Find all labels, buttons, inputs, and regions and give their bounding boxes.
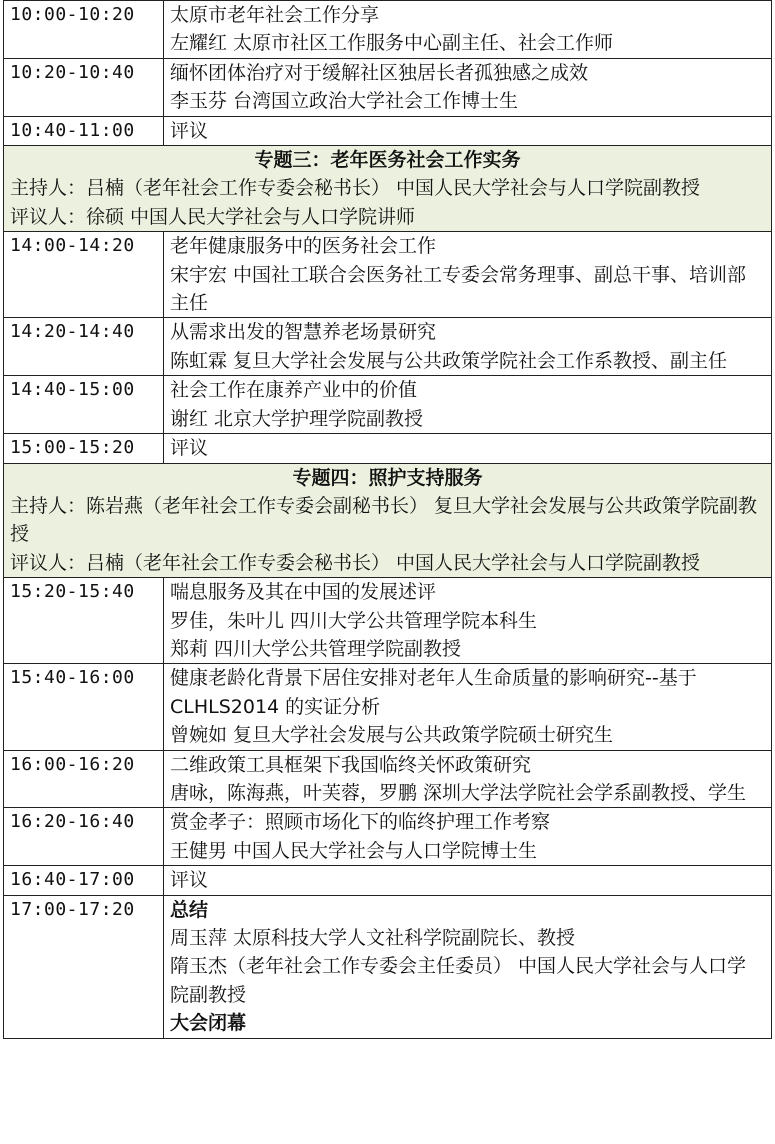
- section4-header: [4, 463, 772, 578]
- speaker-line: 左耀红 太原市社区工作服务中心副主任、社会工作师: [170, 32, 614, 55]
- section-title: 专题三：老年医务社会工作实务: [254, 149, 521, 172]
- time-slot: 15:00-15:20: [4, 434, 164, 463]
- schedule-row: [4, 434, 772, 463]
- section4-header-row: [4, 463, 772, 578]
- closing-label: 大会闭幕: [170, 1012, 247, 1035]
- speaker-line: 宋宇宏 中国社工联合会医务社工专委会常务理事、副总干事、培训部主任: [170, 263, 747, 315]
- section3-header: [4, 146, 772, 232]
- talk-title: 评议: [170, 119, 209, 142]
- schedule-row: [4, 116, 772, 145]
- talk-title: 健康老龄化背景下居住安排对老年人生命质量的影响研究--基于 CLHLS2014 的实证分析: [170, 667, 697, 718]
- time-slot: 15:20-15:40: [4, 578, 164, 664]
- section3-header-row: [4, 146, 772, 232]
- schedule-row: [4, 664, 772, 750]
- session-content: [164, 578, 772, 664]
- host-line: 主持人：吕楠（老年社会工作专委会秘书长） 中国人民大学社会与人口学院副教授: [10, 177, 701, 200]
- talk-title: 从需求出发的智慧养老场景研究: [170, 321, 437, 344]
- section-title: 专题四：照护支持服务: [292, 466, 483, 489]
- session-content: [164, 232, 772, 318]
- talk-title: 太原市老年社会工作分享: [170, 4, 380, 26]
- session-content: [164, 750, 772, 808]
- session-content: [164, 318, 772, 376]
- session-content: [164, 808, 772, 866]
- speaker-line: 隋玉杰（老年社会工作专委会主任委员） 中国人民大学社会与人口学院副教授: [170, 955, 747, 1006]
- host-line: 主持人：陈岩燕（老年社会工作专委会副秘书长） 复旦大学社会发展与公共政策学院副教授: [10, 494, 758, 546]
- closing-row: [4, 895, 772, 1038]
- session-content: [164, 434, 772, 463]
- speaker-line: 谢红 北京大学护理学院副教授: [170, 407, 424, 430]
- speaker-line: 罗佳，朱叶儿 四川大学公共管理学院本科生: [170, 609, 538, 632]
- schedule-row: [4, 578, 772, 664]
- time-slot: 14:40-15:00: [4, 376, 164, 434]
- time-slot: 14:20-14:40: [4, 318, 164, 376]
- speaker-line: 王健男 中国人民大学社会与人口学院博士生: [170, 839, 538, 862]
- talk-title: 缅怀团体治疗对于缓解社区独居长者孤独感之成效: [170, 61, 589, 84]
- time-slot: 10:00-10:20: [4, 1, 164, 59]
- speaker-line: 李玉芬 台湾国立政治大学社会工作博士生: [170, 90, 519, 113]
- speaker-line: 郑莉 四川大学公共管理学院副教授: [170, 637, 462, 660]
- session-content: [164, 664, 772, 750]
- reviewer-line: 评议人：吕楠（老年社会工作专委会秘书长） 中国人民大学社会与人口学院副教授: [10, 551, 701, 574]
- talk-title: 评议: [170, 437, 209, 460]
- talk-title: 社会工作在康养产业中的价值: [170, 379, 418, 402]
- session-content: [164, 1, 772, 59]
- schedule-row: [4, 58, 772, 116]
- speaker-line: 唐咏，陈海燕，叶芙蓉，罗鹏 深圳大学法学院社会学系副教授、学生: [170, 781, 747, 804]
- schedule-row: [4, 232, 772, 318]
- session-content: [164, 116, 772, 145]
- time-slot: 17:00-17:20: [4, 895, 164, 1038]
- schedule-row: [4, 318, 772, 376]
- schedule-row: [4, 1, 772, 59]
- talk-title: 二维政策工具框架下我国临终关怀政策研究: [170, 753, 532, 776]
- time-slot: 16:20-16:40: [4, 808, 164, 866]
- talk-title: 赏金孝子：照顾市场化下的临终护理工作考察: [170, 811, 551, 834]
- schedule-row: [4, 376, 772, 434]
- speaker-line: 陈虹霖 复旦大学社会发展与公共政策学院社会工作系教授、副主任: [170, 349, 728, 372]
- speaker-line: 曾婉如 复旦大学社会发展与公共政策学院硕士研究生: [170, 724, 614, 747]
- time-slot: 10:40-11:00: [4, 116, 164, 145]
- time-slot: 16:40-17:00: [4, 866, 164, 895]
- talk-title: 评议: [170, 869, 209, 892]
- time-slot: 15:40-16:00: [4, 664, 164, 750]
- talk-title: 喘息服务及其在中国的发展述评: [170, 581, 437, 604]
- session-content: [164, 58, 772, 116]
- schedule-row: [4, 866, 772, 895]
- session-content: [164, 376, 772, 434]
- session-content: [164, 866, 772, 895]
- schedule-row: [4, 808, 772, 866]
- schedule-body: [4, 1, 772, 1039]
- schedule-table: [3, 0, 772, 1039]
- schedule-row: [4, 750, 772, 808]
- speaker-line: 周玉萍 太原科技大学人文社科学院副院长、教授: [170, 927, 576, 949]
- talk-title: 老年健康服务中的医务社会工作: [170, 235, 437, 258]
- time-slot: 10:20-10:40: [4, 58, 164, 116]
- time-slot: 14:00-14:20: [4, 232, 164, 318]
- schedule-sheet: [3, 0, 772, 1039]
- closing-content: [164, 895, 772, 1038]
- time-slot: 16:00-16:20: [4, 750, 164, 808]
- reviewer-line: 评议人：徐硕 中国人民大学社会与人口学院讲师: [10, 205, 416, 228]
- summary-label: 总结: [170, 898, 209, 921]
